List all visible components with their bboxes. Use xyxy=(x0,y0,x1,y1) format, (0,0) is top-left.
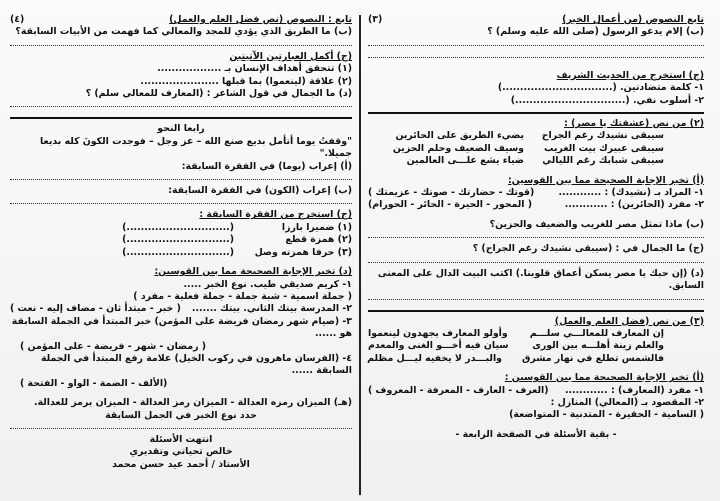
mcq-item-3: ٣- (صيام شهر رمضان فريضة على المؤمن) خبر المبتدأ في الجملة السابقة هو ...... xyxy=(11,315,352,340)
section-rule xyxy=(10,117,352,119)
answer-line xyxy=(368,262,704,263)
verse-second-half: ضياء يشع علـــى العالمين xyxy=(406,155,524,167)
mcq-row-1 xyxy=(10,279,352,304)
spacer xyxy=(10,259,352,266)
left-column xyxy=(10,14,352,471)
grammar-heading: رابعا النحو xyxy=(157,123,205,135)
verse-row xyxy=(368,130,704,142)
extract-row xyxy=(10,234,352,246)
mcq-row-2 xyxy=(10,303,352,315)
verse-first-half: إن المعارف للمعالـــي سلـــم xyxy=(529,327,664,339)
extract-item: (٣) حرفا همزته وصل xyxy=(254,246,352,258)
mcq-item-4: ٤- (الفرسان ماهرون في ركوب الخيل) علامة رفع المبتدأ في الجملة السابقة ...... xyxy=(41,352,352,377)
mcq-row-2 xyxy=(368,397,704,422)
mcq-options-2: ( خبر - مبتدأ ثان - مضاف إليه - نعت ) xyxy=(10,303,181,315)
verse-second-half: وأولو المعارف يجهدون لينعموا xyxy=(368,327,508,339)
section-rule xyxy=(368,112,704,114)
mcq-options-1: ( جملة اسمية - شبة جملة - جملة فعلية - مفرد ) xyxy=(133,290,352,302)
mcq-item-1: ١- كريم صديقي طيب. نوع الخبر ..... xyxy=(183,278,352,290)
right-header xyxy=(368,14,704,26)
verse-second-half: يضيء الطريق على الحائرين xyxy=(395,130,524,142)
answer-line xyxy=(368,299,704,300)
verse-row xyxy=(368,328,704,340)
grammar-question-h: (هـ) الميزان رمزه العدالة - الميزان رمز العدالة - الميزان يرمز للعدالة. xyxy=(34,397,352,409)
answer-line xyxy=(10,106,352,107)
left-question-d: (د) ما الجمال في قول الشاعر : (المعارف للمعالي سلم) ؟ xyxy=(85,88,352,100)
left-question-j-items xyxy=(140,63,352,88)
mcq-options-4: (الألف - الضمة - الواو - الفتحة ) xyxy=(20,377,168,389)
continue-note: - بقية الأسئلة في الصفحة الرابعة - xyxy=(455,428,617,440)
verse-row xyxy=(368,143,704,155)
extract-item-2: ٢- أسلوب نفي. (...............................) xyxy=(510,94,704,106)
extract-row xyxy=(10,222,352,234)
mcq-row-2 xyxy=(368,199,704,211)
answer-blank: (.............................) xyxy=(122,246,234,258)
answer-blank: (.............................) xyxy=(122,221,234,233)
mcq-row-1 xyxy=(368,187,704,199)
mcq-options-3: ( رمضان - شهر - فريضة - على المؤمن ) xyxy=(20,340,207,352)
mcq-item-1: ١- مفرد (المعارف) : ............ xyxy=(564,384,704,396)
answer-line xyxy=(10,45,352,46)
grammar-question-a: (أ) إعراب (يوما) في الفقرة السابقة: xyxy=(181,160,352,172)
answer-line xyxy=(10,428,352,429)
section-2-title: (٢) من نص (عشقتك يا مصر) : xyxy=(564,118,704,130)
end-of-questions: انتهت الأسئلة xyxy=(149,433,213,445)
verse-first-half: والعلم زينة أهلـــه بين الورى xyxy=(532,340,664,352)
verse-first-half: سيبقى نشيدك رغم الجراح xyxy=(541,130,664,142)
verse-first-half: فالشمس تطلع في نهار مشرق xyxy=(521,352,664,364)
grammar-quote: "وقفتُ يوما أتأمل بديع صنع الله – عز وجل – فوجدت الكونَ كله بديعا جميلا." xyxy=(40,135,352,160)
right-question-j: (ج) استخرج من الحديث الشريف xyxy=(556,69,704,81)
spacer xyxy=(368,63,704,70)
answer-line xyxy=(368,45,704,46)
left-title: تابع : النصوص (نص فضل العلم والعمل) xyxy=(169,14,352,25)
mcq-options-1: (قوتك - حضارتك - صوتك - عزيمتك ) xyxy=(368,187,535,199)
section-rule xyxy=(368,310,704,312)
page-number-right: (٣) xyxy=(368,14,383,25)
mcq-options-2: ( المحور - الحيرة - الحائر - الحورام) xyxy=(368,199,533,211)
page-number-left: (٤) xyxy=(10,14,25,25)
extract-item: (١) ضميرا بارزا xyxy=(281,221,352,233)
verse-first-half: سيبقى عبيرك بيت الغريب xyxy=(544,142,664,154)
extract-item-1: ١- كلمة متضادتين. (...............................) xyxy=(497,82,704,94)
extract-row xyxy=(10,247,352,259)
left-question-b: (ب) ما الطريق الذي يؤدي للمجد والمعالي كما فهمت من الأبيات السابقة؟ xyxy=(15,26,352,38)
mcq-item-1: ١- المراد بـ (نشيدك) : ............ xyxy=(558,187,704,199)
verse-row xyxy=(368,353,704,365)
mcq-row-1 xyxy=(368,385,704,397)
spacer xyxy=(10,390,352,397)
column-divider xyxy=(359,15,361,495)
section-2-question-a: (أ) تخير الإجابة الصحيحة مما بين القوسين: xyxy=(508,174,704,186)
mcq-item-2: ٢- مفرد (الحائرين) : ............ xyxy=(564,199,704,211)
spacer xyxy=(368,168,704,175)
grammar-question-h-instruction: حدد نوع الخبر في الجمل السابقة xyxy=(105,409,257,421)
answer-line xyxy=(368,237,704,238)
verse-row xyxy=(368,155,704,167)
left-question-j-2: (٢) علاقة (لينعموا) بما قبلها ...................... xyxy=(140,75,352,87)
right-title: تابع النصوص (من أعمال الخير) xyxy=(562,14,704,25)
answer-blank: (.............................) xyxy=(122,234,234,246)
section-2-question-b: (ب) ماذا تمثل مصر للغريب والضعيف والحزين؟ xyxy=(489,218,704,230)
left-header xyxy=(10,14,352,26)
spacer xyxy=(368,422,704,429)
extract-item: (٢) همزة قطع xyxy=(285,234,352,246)
mcq-options-2: ( السامية - الحقيرة - المتدنية - المتواضعة) xyxy=(509,409,704,421)
mcq-item-2: ٢- المقصود بـ (المعالي) المنازل : xyxy=(550,396,704,408)
left-question-j-row xyxy=(10,51,352,88)
section-3-title: (٣) من نص (فضل العلم والعمل) xyxy=(554,315,704,327)
spacer xyxy=(368,212,704,219)
mcq-item-2: ٢- المدرسة بيتك الثاني. بيتك ....... xyxy=(191,303,352,315)
left-question-j-1: (١) تتحقق أهداف الإنسان بـ .................. xyxy=(157,63,352,75)
verse-first-half: سيبقى شبابك رغم الليالي xyxy=(542,155,664,167)
answer-line xyxy=(10,203,352,204)
section-2-question-d: (د) (إن حبك يا مصر يسكن أعماق قلوبنا.) اكتب البيت الدال على المعنى السابق. xyxy=(377,267,704,292)
verse-second-half: والبـــدر لا يخفيه ليـــل مظلم xyxy=(367,352,502,364)
grammar-question-b: (ب) إعراب (الكون) في الفقرة السابقة: xyxy=(168,185,352,197)
teacher-name: الأستاذ / أحمد عيد حسن محمد xyxy=(112,458,250,470)
verse-second-half: وسيف الضعيف وحلم الحزين xyxy=(392,142,524,154)
right-question-b: (ب) إلام يدعو الرسول (صلى الله عليه وسلم) ؟ xyxy=(487,26,704,38)
answer-line xyxy=(10,179,352,180)
mcq-options-1: (العرف - العارف - المعرفة - المعروف ) xyxy=(368,384,549,396)
grammar-question-d: (د) تخير الإجابة الصحيحة مما بين القوسين: xyxy=(154,266,352,278)
section-3-question-a: (أ) تخير الإجابة الصحيحة مما بين القوسين : xyxy=(504,372,704,384)
verse-second-half: سيان فيه أخـــو الغنى والمعدم xyxy=(368,340,509,352)
left-question-j: (ج) أكمل العبارتين الآتيتين xyxy=(229,50,352,62)
closing-greeting: خالص تحياتي وتقديري xyxy=(129,446,233,458)
grammar-question-j: (ج) استخرج من الفقرة السابقة : xyxy=(199,209,352,221)
section-2-question-j: (ج) ما الجمال في : (سيبقى نشيدك رغم الجراح) ؟ xyxy=(472,243,704,255)
verse-row xyxy=(368,340,704,352)
right-column xyxy=(368,14,704,441)
answer-line xyxy=(368,57,704,58)
